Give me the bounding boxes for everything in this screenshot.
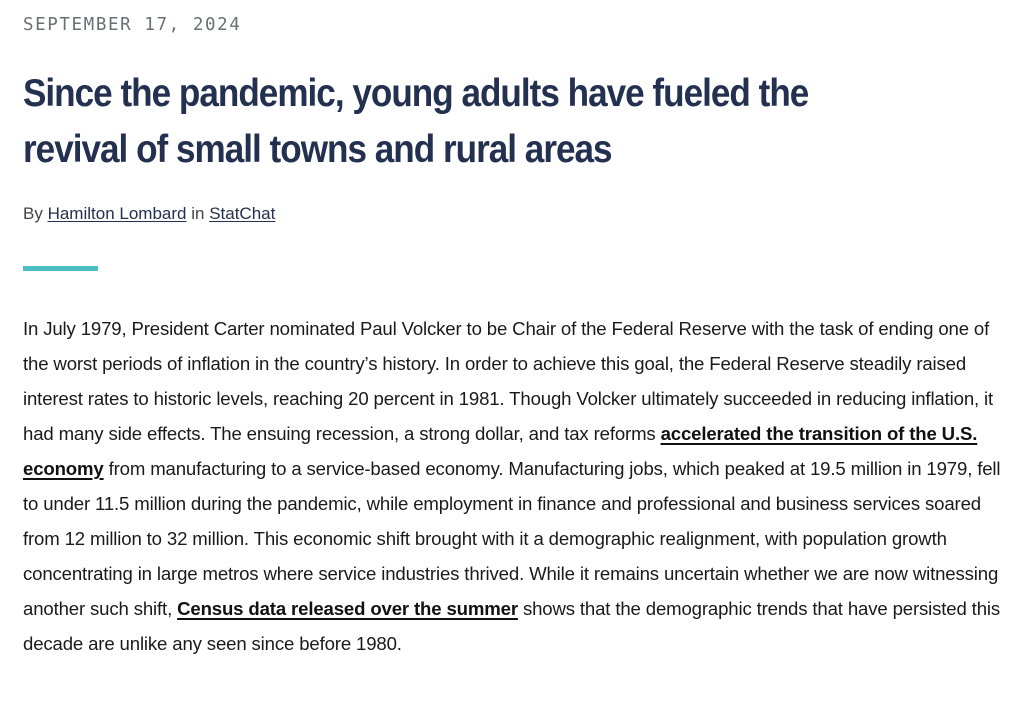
accent-divider [23,266,98,271]
byline [23,204,275,224]
author-link[interactable]: Hamilton Lombard [47,204,187,223]
section-link[interactable]: StatChat [209,204,276,223]
article-title: Since the pandemic, young adults have fueled the revival of small towns and rural areas [23,72,809,171]
paragraph-text-part-1: In July 1979, President Carter nominated Paul Volcker to be Chair of the Federal Reserve with the task of ending one of the worst periods of inflation in the country’s history. In order to achieve this goal, the Federal Reserve steadily raised interest rates to historic levels, reaching 20 percent in 1981. Though Volcker ultimately succeeded in reducing inflation, it had many side effects. The ensuing recession, a strong dollar, and tax reforms [23,318,994,444]
economy-transition-link[interactable]: accelerated the transition of the U.S. economy [23,423,978,479]
article-body-paragraph [23,311,1013,661]
byline-by-label: By [23,204,43,223]
publish-date: SEPTEMBER 17, 2024 [23,15,242,35]
byline-in-label: in [191,204,205,223]
paragraph-text-part-2: from manufacturing to a service-based economy. Manufacturing jobs, which peaked at 19.5 million in 1979, fell to under 11.5 million during the pandemic, while employment in finance and professional and business services soared from 12 million to 32 million. This economic shift brought with it a demographic realignment, with population growth concentrating in large metros where service industries thrived. While it remains uncertain whether we are now witnessing another such shift, [23,458,1001,619]
paragraph-text-part-3: shows that the demographic trends that have persisted this decade are unlike any seen since before 1980. [23,598,1001,654]
census-data-link[interactable]: Census data released over the summer [177,598,518,619]
